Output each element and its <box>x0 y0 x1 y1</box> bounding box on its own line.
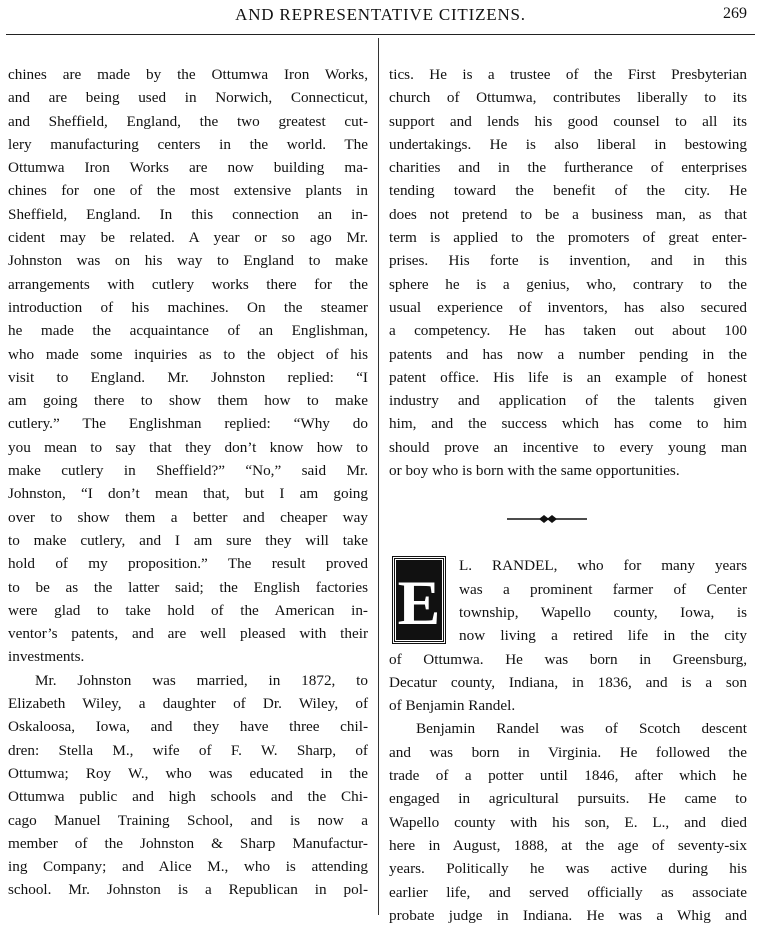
text-line: now living a retired life in the city <box>459 627 747 645</box>
text-line: Oskaloosa, Iowa, and they have three chil- <box>8 718 368 736</box>
text-line: him, and the success which has come to him <box>389 415 747 433</box>
text-line: and was born in Virginia. He followed the <box>389 743 747 761</box>
text-line: does not pretend to be a business man, as that <box>389 205 747 223</box>
text-line: over to show them a better and cheaper way <box>8 508 368 526</box>
drop-cap-initial: E <box>393 557 445 643</box>
text-line: trade of a potter until 1846, after which he <box>389 767 747 785</box>
text-line: usual experience of inventors, has also secured <box>389 298 747 316</box>
text-line: Ottumwa Iron Works are now building ma- <box>8 159 368 177</box>
text-line: member of the Johnston & Sharp Manufactur- <box>8 834 368 852</box>
text-line: cutlery.” The Englishman replied: “Why do <box>8 415 368 433</box>
text-line: here in August, 1888, at the age of seventy-six <box>389 836 747 854</box>
text-line: investments. <box>8 648 85 666</box>
text-line: cago Manuel Training School, and is now a <box>8 811 368 829</box>
page-number: 269 <box>723 5 747 22</box>
text-line: prises. His forte is invention, and in this <box>389 252 747 270</box>
left-column <box>8 63 368 902</box>
column-divider <box>378 38 379 915</box>
text-line: chines are made by the Ottumwa Iron Works, <box>8 66 368 83</box>
text-line: tics. He is a trustee of the First Presbyterian <box>389 66 747 83</box>
text-line: and are being used in Norwich, Connecticut, <box>8 89 368 107</box>
text-line: who made some inquiries as to the object of his <box>8 345 368 363</box>
text-line: Johnston, “I don’t mean that, but I am going <box>8 485 368 503</box>
text-line: engaged in agricultural pursuits. He came to <box>389 790 747 808</box>
text-line: and Sheffield, England, the two greatest cut- <box>8 112 368 130</box>
text-line: Johnston was on his way to England to make <box>8 252 368 270</box>
text-line: patents and has now a number pending in the <box>389 345 747 363</box>
text-line: ventor’s patents, and are well pleased with their <box>8 625 368 643</box>
text-line: sphere he is a genius, who, contrary to the <box>389 275 747 293</box>
text-line: church of Ottumwa, contributes liberally to its <box>389 89 747 107</box>
text-line: Decatur county, Indiana, in 1836, and is a son <box>389 673 747 691</box>
text-line: chines for one of the most extensive plants in <box>8 182 368 200</box>
text-line: charities and in the furtherance of enterprises <box>389 159 747 177</box>
text-line: term is applied to the promoters of great enter- <box>389 229 747 247</box>
right-column-top-text <box>389 63 747 482</box>
text-line: were glad to take hold of the American in- <box>8 601 368 619</box>
text-line: township, Wapello county, Iowa, is <box>459 603 747 621</box>
text-line: visit to England. Mr. Johnston replied: “I <box>8 368 368 386</box>
text-line: a competency. He has taken out about 100 <box>389 322 747 340</box>
right-column <box>389 63 747 927</box>
text-line: am going there to show them how to make <box>8 392 368 410</box>
text-line: earlier life, and served officially as associate <box>389 883 747 901</box>
text-line: Mr. Johnston was married, in 1872, to <box>35 671 368 689</box>
text-line: you mean to say that they don’t know how to <box>8 438 368 456</box>
text-line: make cutlery in Sheffield?” “No,” said Mr. <box>8 462 368 480</box>
text-line: arrangements with cutlery works there for the <box>8 275 368 293</box>
biography-opening <box>389 554 747 647</box>
header-rule <box>6 34 755 35</box>
text-line: industry and application of the talents given <box>389 392 747 410</box>
text-line: Sheffield, England. In this connection an in- <box>8 205 368 223</box>
text-line: cident may be related. A year or so ago Mr. <box>8 229 368 247</box>
text-line: Wapello county with his son, E. L., and died <box>389 813 747 831</box>
section-ornament <box>389 482 747 554</box>
text-line: ing Company; and Alice M., who is attending <box>8 858 368 876</box>
text-line: hold of my proposition.” The result proved <box>8 555 368 573</box>
text-line: L. RANDEL, who for many years <box>459 557 747 575</box>
text-line: Ottumwa; Roy W., who was educated in the <box>8 764 368 782</box>
text-line: introduction of his machines. On the steamer <box>8 298 368 316</box>
text-line: Benjamin Randel was of Scotch descent <box>416 720 747 738</box>
text-line: undertakings. He is also liberal in bestowing <box>389 135 747 153</box>
text-line: tending toward the benefit of the city. He <box>389 182 747 200</box>
text-line: to be as the latter said; the English factories <box>8 578 368 596</box>
text-line: should prove an incentive to every young man <box>389 438 747 456</box>
text-line: years. Politically he was active during his <box>389 860 747 878</box>
text-line: dren: Stella M., wife of F. W. Sharp, of <box>8 741 368 759</box>
text-line: or boy who is born with the same opportunities. <box>389 462 680 480</box>
text-line: lery manufacturing centers in the world. The <box>8 135 368 153</box>
text-line: Elizabeth Wiley, a daughter of Dr. Wiley, of <box>8 695 368 713</box>
text-line: patent office. His life is an example of honest <box>389 368 747 386</box>
text-line: Ottumwa public and high schools and the Chi- <box>8 788 368 806</box>
text-line: of Ottumwa. He was born in Greensburg, <box>389 650 747 668</box>
page-header <box>0 0 761 36</box>
text-line: school. Mr. Johnston is a Republican in pol- <box>8 881 368 899</box>
text-line: of Benjamin Randel. <box>389 697 516 715</box>
right-column-bottom-text <box>389 648 747 927</box>
text-line: was a prominent farmer of Center <box>459 580 747 598</box>
text-line: probate judge in Indiana. He was a Whig and <box>389 906 747 924</box>
ornament-divider-icon <box>507 514 587 524</box>
text-line: to make cutlery, and I am sure they will take <box>8 531 368 549</box>
text-line: support and lends his good counsel to all its <box>389 112 747 130</box>
text-line: he made the acquaintance of an Englishman, <box>8 322 368 340</box>
running-head: AND REPRESENTATIVE CITIZENS. <box>235 5 526 24</box>
